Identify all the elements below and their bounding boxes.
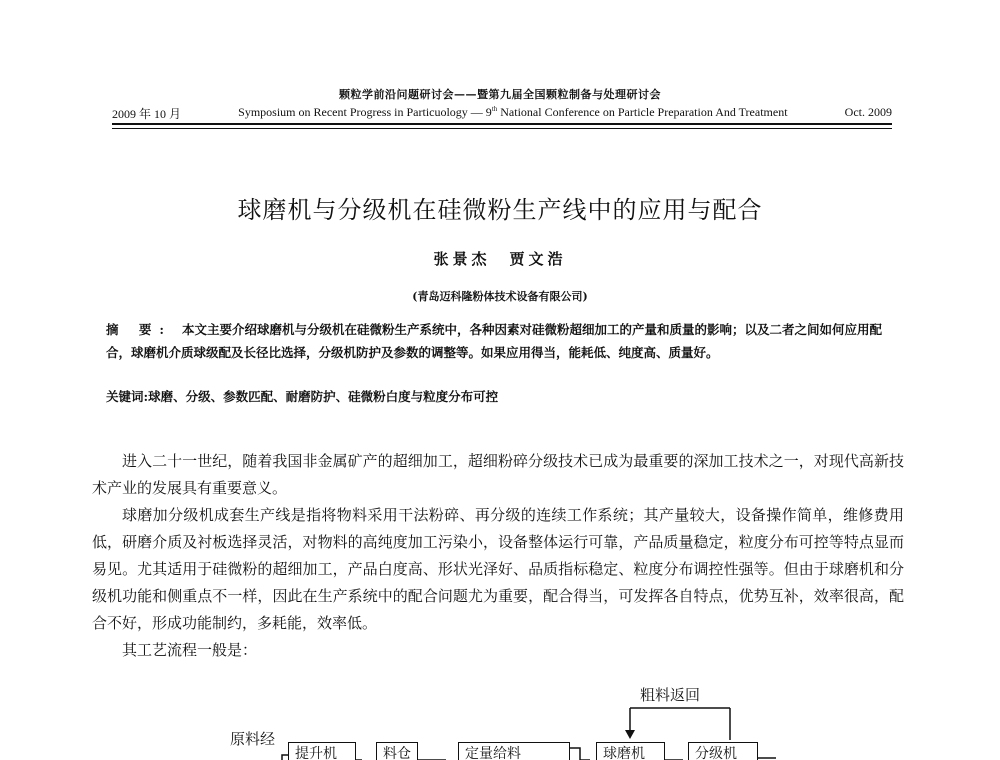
input-label: 原料经	[230, 730, 276, 748]
flow-box-elevator: 提升机	[288, 742, 356, 760]
affiliation: (青岛迈科隆粉体技术设备有限公司)	[412, 290, 588, 303]
abstract-label: 摘 要:	[106, 322, 172, 337]
conference-header-cn: 颗粒学前沿问题研讨会——暨第九届全国颗粒制备与处理研讨会	[339, 88, 661, 101]
return-label: 粗料返回	[640, 686, 701, 704]
flow-box-ball-mill: 球磨机	[596, 742, 665, 760]
return-arrow	[625, 730, 635, 739]
abstract-text: 本文主要介绍球磨机与分级机在硅微粉生产系统中，各种因素对硅微粉超细加工的产量和质量的影响；以及二者之间如何应用配合，球磨机介质球级配及长径比选择，分级机防护及参数的调整等。如果应用得当，能耗低、纯度高、质量好。	[106, 322, 882, 360]
header-date-en: Oct. 2009	[844, 105, 892, 119]
header-date-cn: 2009 年 10 月	[112, 107, 182, 121]
paragraph: 球磨加分级机成套生产线是指将物料采用干法粉碎、再分级的连续工作系统；其产量较大，设备操作简单，维修费用低，研磨介质及衬板选择灵活，对物料的高纯度加工污染小，设备整体运行可靠，产品质量稳定，粒度分布可控等特点显而易见。尤其适用于硅微粉的超细加工，产品白度高、形状光泽好、品质指标稳定、粒度分布调控性强等。但由于球磨机和分级机功能和侧重点不一样，因此在生产系统中的配合问题尤为重要，配合得当，可发挥各自特点，优势互补，效率很高，配合不好，形成功能制约，多耗能，效率低。	[92, 506, 904, 632]
connector	[570, 748, 590, 760]
flow-box-classifier: 分级机	[688, 742, 758, 760]
paragraph: 其工艺流程一般是：	[122, 641, 258, 659]
paragraph: 进入二十一世纪，随着我国非金属矿产的超细加工，超细粉碎分级技术已成为最重要的深加工技术之一，对现代高新技术产业的发展具有重要意义。	[92, 452, 904, 497]
flow-box-silo: 料仓	[376, 742, 418, 760]
keywords-label: 关键词:	[106, 389, 149, 404]
paper-title: 球磨机与分级机在硅微粉生产线中的应用与配合	[237, 196, 763, 224]
header-symposium: Symposium on Recent Progress in Particuology — 9th National Conference on Particle Preparation And Treatment	[238, 105, 788, 119]
authors: 张景杰 贾文浩	[433, 250, 567, 268]
flow-box-feeder: 定量给料	[458, 742, 570, 760]
keywords-text: 球磨、分级、参数匹配、耐磨防护、硅微粉白度与粒度分布可控	[148, 389, 499, 404]
